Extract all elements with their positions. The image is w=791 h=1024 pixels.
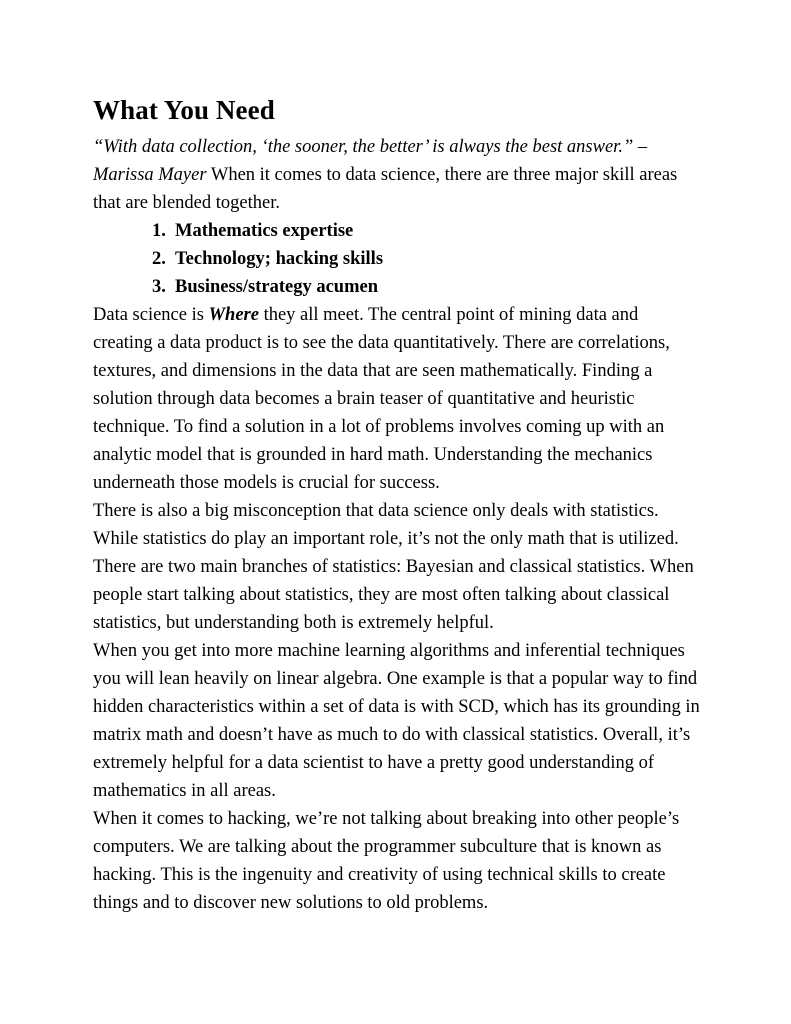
list-item-label: Mathematics expertise: [175, 221, 354, 241]
document-body: [93, 93, 701, 917]
quote-attribution: Marissa Mayer: [93, 165, 207, 185]
quote-intro-remainder: When it comes to data science, there are three major skill areas that are blended together.: [93, 165, 678, 213]
emphasized-word: Where: [208, 305, 259, 325]
body-paragraph-3: When you get into more machine learning algorithms and inferential techniques you will lean heavily on linear algebra. One example is that a popular way to find hidden characteristics within a set of data is with SCD, which has its grounding in matrix math and doesn’t have as much to do with classical statistics. Overall, it’s extremely helpful for a data scientist to have a pretty good understanding of mathematics in all areas.: [93, 641, 700, 801]
list-item-label: Business/strategy acumen: [175, 277, 378, 297]
paragraph-lead-text: Data science is: [93, 305, 209, 325]
skill-areas-list: [93, 217, 701, 301]
quote-intro-paragraph: [93, 133, 701, 217]
body-paragraph-2: There is also a big misconception that data science only deals with statistics. While statistics do play an important role, it’s not the only math that is utilized. There are two main branches of statistics: Bayesian and classical statistics. When people start talking about statistics, they are most often talking about classical statistics, but understanding both is extremely helpful.: [93, 501, 694, 633]
list-item-number: 1.: [152, 221, 166, 241]
list-item: [93, 273, 701, 301]
body-paragraph-1: [93, 301, 701, 497]
list-item-number: 3.: [152, 277, 166, 297]
list-item: [93, 245, 701, 273]
page-title: What You Need: [93, 95, 275, 125]
list-item: [93, 217, 701, 245]
list-item-label: Technology; hacking skills: [175, 249, 384, 269]
body-paragraph-4: When it comes to hacking, we’re not talking about breaking into other people’s computers. We are talking about the programmer subculture that is known as hacking. This is the ingenuity and creativity of using technical skills to create things and to discover new solutions to old problems.: [93, 809, 680, 913]
pull-quote-text: “With data collection, ‘the sooner, the better’ is always the best answer.” –: [93, 137, 648, 157]
paragraph-body-text: they all meet. The central point of mining data and creating a data product is to see the data quantitatively. There are correlations, textures, and dimensions in the data that are seen mathematically. Finding a solution through data becomes a brain teaser of quantitative and heuristic technique. To find a solution in a lot of problems involves coming up with an analytic model that is grounded in hard math. Understanding the mechanics underneath those models is crucial for success.: [93, 305, 670, 493]
list-item-number: 2.: [152, 249, 166, 269]
